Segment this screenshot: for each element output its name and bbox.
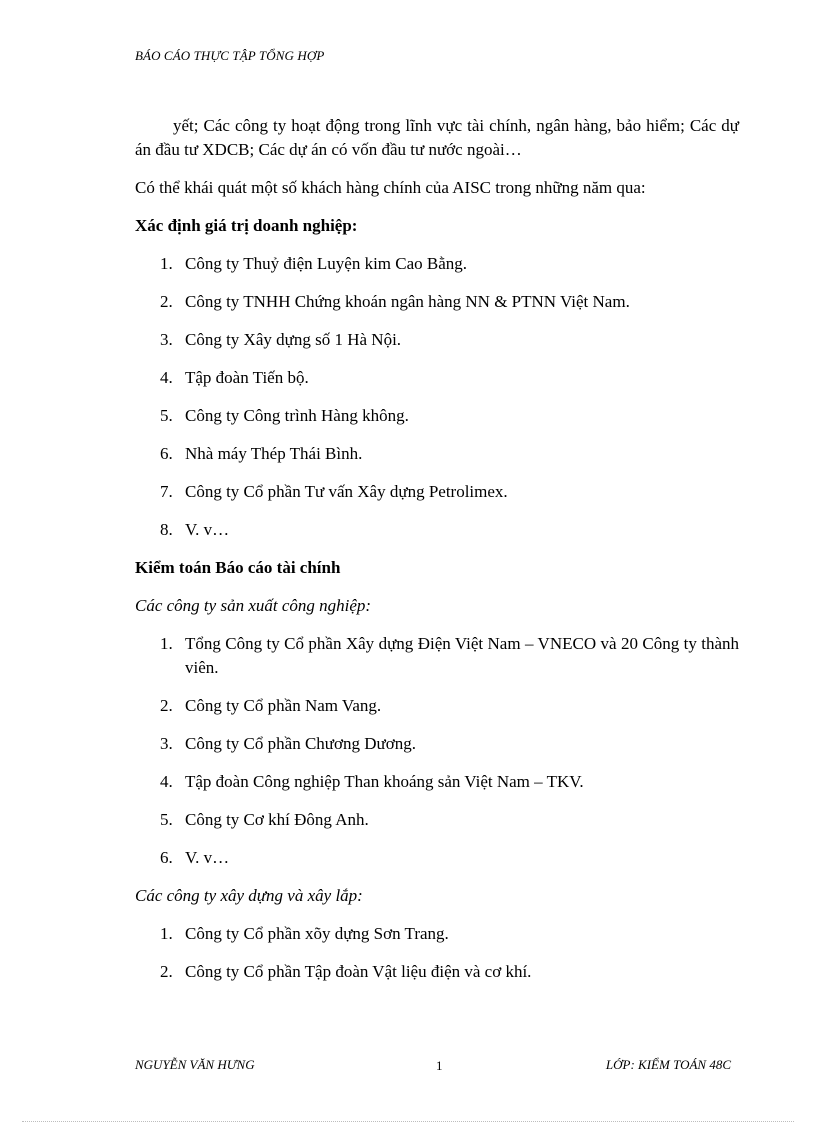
list-number: 6. [160,848,173,867]
list-item [135,442,739,466]
list-item-text: Tập đoàn Công nghiệp Than khoáng sản Việt Nam – TKV. [185,772,584,791]
list-number: 1. [160,924,173,943]
list-number: 4. [160,772,173,791]
list-number: 5. [160,406,173,425]
list-item-text: Công ty Cơ khí Đông Anh. [185,810,369,829]
page-footer [135,1057,731,1077]
list-number: 2. [160,292,173,311]
construction-subheading: Các công ty xây dựng và xây lắp: [135,886,363,905]
list-item-text: Công ty Cổ phần xõy dựng Sơn Trang. [185,924,449,943]
summary-paragraph: Có thể khái quát một số khách hàng chính của AISC trong những năm qua: [135,178,646,197]
list-item [135,694,739,718]
list-item [135,732,739,756]
list-item-text: Tổng Công ty Cổ phần Xây dựng Điện Việt Nam – VNECO và 20 Công ty thành viên. [185,634,739,677]
list-item [135,632,739,680]
footer-author: NGUYỄN VĂN HƯNG [135,1057,255,1072]
list-item-text: Công ty TNHH Chứng khoán ngân hàng NN & PTNN Việt Nam. [185,292,630,311]
list-item [135,518,739,542]
list-item [135,480,739,504]
intro-paragraph: yết; Các công ty hoạt động trong lĩnh vực tài chính, ngân hàng, bảo hiểm; Các dự án đầu tư XDCB; Các dự án có vốn đầu tư nước ngoài… [135,116,739,159]
page-number: 1 [436,1058,443,1073]
list-item-text: Công ty Thuỷ điện Luyện kim Cao Bằng. [185,254,468,273]
footer-class: LỚP: KIỂM TOÁN 48C [605,1057,731,1072]
list-item [135,328,739,352]
list-number: 1. [160,634,173,653]
valuation-list [135,252,739,542]
list-item-text: Tập đoàn Tiến bộ. [185,368,309,387]
page-break-divider [22,1121,794,1122]
list-item [135,290,739,314]
list-item-text: Nhà máy Thép Thái Bình. [185,444,363,463]
list-item [135,846,739,870]
list-item-text: Công ty Cổ phần Chương Dương. [185,734,416,753]
list-item [135,404,739,428]
list-item-text: Công ty Cổ phần Tập đoàn Vật liệu điện và cơ khí. [185,962,532,981]
list-number: 3. [160,330,173,349]
list-item-text: Công ty Cổ phần Nam Vang. [185,696,382,715]
list-item-text: V. v… [185,520,230,539]
list-item [135,770,739,794]
industrial-subheading: Các công ty sản xuất công nghiệp: [135,596,372,615]
list-item [135,252,739,276]
list-number: 2. [160,696,173,715]
list-number: 7. [160,482,173,501]
list-number: 3. [160,734,173,753]
list-number: 2. [160,962,173,981]
list-number: 1. [160,254,173,273]
list-item-text: Công ty Công trình Hàng không. [185,406,409,425]
list-item [135,366,739,390]
list-number: 4. [160,368,173,387]
list-item [135,922,739,946]
document-body [135,114,739,998]
list-item [135,808,739,832]
list-item-text: V. v… [185,848,230,867]
industrial-list [135,632,739,870]
list-item-text: Công ty Xây dựng số 1 Hà Nội. [185,330,402,349]
list-item [135,960,739,984]
audit-heading: Kiểm toán Báo cáo tài chính [135,558,341,577]
page-header: BÁO CÁO THỰC TẬP TỔNG HỢP [135,48,325,63]
list-number: 8. [160,520,173,539]
valuation-heading: Xác định giá trị doanh nghiệp: [135,216,358,235]
list-number: 6. [160,444,173,463]
list-number: 5. [160,810,173,829]
list-item-text: Công ty Cổ phần Tư vấn Xây dựng Petrolimex. [185,482,508,501]
construction-list [135,922,739,984]
